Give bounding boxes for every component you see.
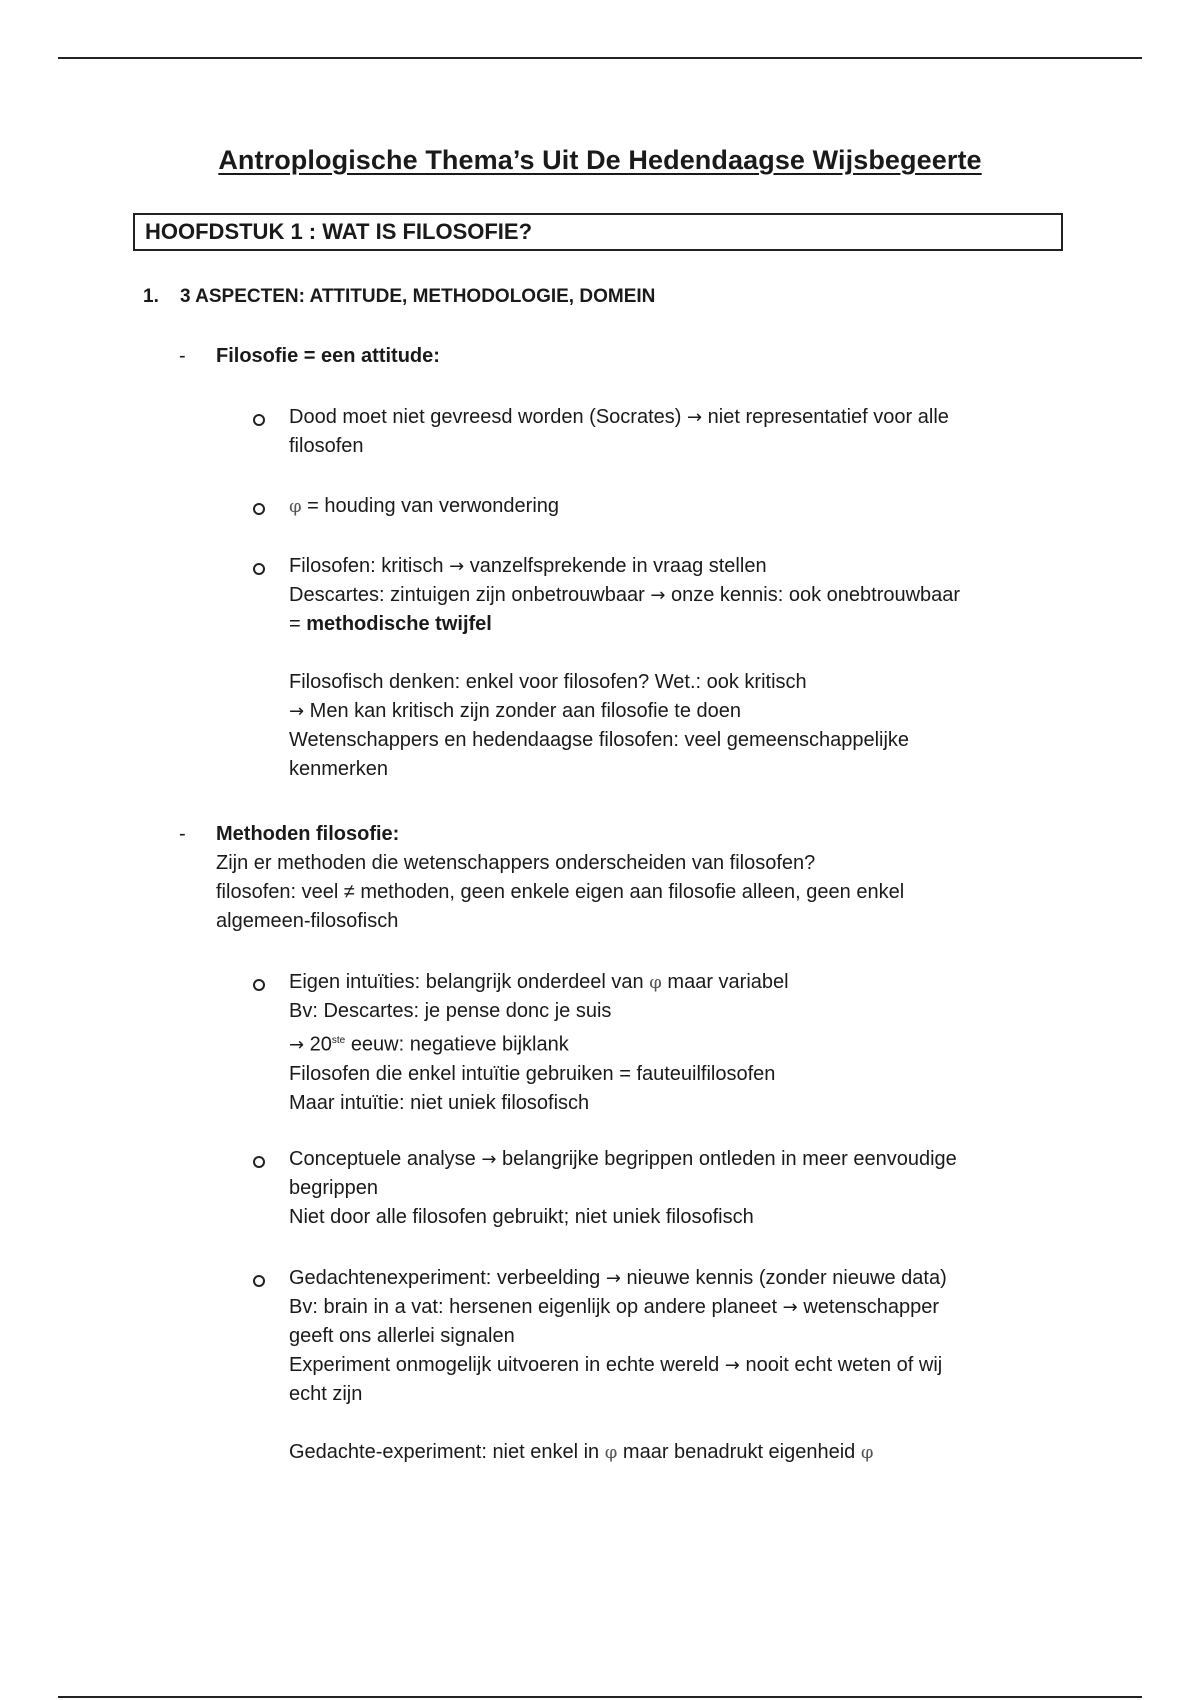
text: wetenschapper bbox=[803, 1296, 939, 1318]
text: Bv: Descartes: je pense donc je suis bbox=[289, 1000, 612, 1022]
text: eeuw: negatieve bijklank bbox=[350, 1033, 569, 1056]
text: = houding van verwondering bbox=[307, 495, 560, 517]
phi-symbol: φ bbox=[604, 1442, 618, 1463]
text: niet representatief voor alle bbox=[707, 406, 949, 428]
chapter-heading: HOOFDSTUK 1 : WAT IS FILOSOFIE? bbox=[145, 219, 533, 244]
circle-bullet-icon bbox=[253, 1156, 265, 1168]
dash-marker: - bbox=[179, 345, 186, 367]
list-item-verwondering bbox=[253, 492, 1053, 521]
list-item-conceptuele-analyse bbox=[253, 1145, 1053, 1232]
text: filosofen bbox=[289, 435, 364, 457]
text: Eigen intuïties: belangrijk onderdeel van bbox=[289, 971, 644, 993]
text: echt zijn bbox=[289, 1383, 363, 1405]
arrow-right-icon: → bbox=[650, 585, 666, 606]
text: geeft ons allerlei signalen bbox=[289, 1325, 515, 1347]
text: kenmerken bbox=[289, 758, 388, 780]
text: 20 bbox=[309, 1033, 332, 1056]
bottom-rule bbox=[58, 1696, 1142, 1698]
phi-symbol: φ bbox=[649, 972, 662, 993]
text: begrippen bbox=[289, 1177, 378, 1199]
text: nieuwe kennis (zonder nieuwe data) bbox=[626, 1267, 947, 1289]
emphasis-text: methodische twijfel bbox=[306, 613, 492, 635]
phi-symbol: φ bbox=[860, 1442, 874, 1463]
text: nooit echt weten of wij bbox=[745, 1354, 943, 1376]
arrow-right-icon: → bbox=[289, 1034, 305, 1056]
text: Zijn er methoden die wetenschappers onderscheiden van filosofen? bbox=[216, 852, 816, 874]
circle-bullet-icon bbox=[253, 979, 265, 991]
list-item-kritisch bbox=[253, 552, 1053, 784]
list-item-intuities bbox=[253, 968, 1053, 1118]
text: filosofen: veel ≠ methoden, geen enkele eigen aan filosofie alleen, geen enkel bbox=[216, 881, 905, 903]
arrow-right-icon: → bbox=[605, 1268, 621, 1289]
text: belangrijke begrippen ontleden in meer eenvoudige bbox=[502, 1148, 957, 1170]
section-title: 3 ASPECTEN: ATTITUDE, METHODOLOGIE, DOMEIN bbox=[180, 286, 656, 307]
arrow-right-icon: → bbox=[724, 1355, 740, 1376]
arrow-right-icon: → bbox=[686, 407, 703, 428]
text: Gedachtenexperiment: verbeelding bbox=[289, 1267, 601, 1289]
dash-marker: - bbox=[179, 823, 186, 845]
arrow-right-icon: → bbox=[481, 1149, 497, 1170]
section-heading bbox=[143, 284, 655, 310]
text: Filosofen: kritisch bbox=[289, 555, 444, 577]
list-item-gedachtenexperiment bbox=[253, 1264, 1053, 1467]
text: maar variabel bbox=[667, 971, 789, 993]
text: onze kennis: ook onebtrouwbaar bbox=[670, 584, 961, 606]
text: Men kan kritisch zijn zonder aan filosofie te doen bbox=[309, 700, 742, 722]
document-title: Antroplogische Thema’s Uit De Hedendaagse Wijsbegeerte bbox=[218, 145, 982, 175]
circle-bullet-icon bbox=[253, 563, 265, 575]
text: = bbox=[289, 613, 301, 635]
text: Maar intuïtie: niet uniek filosofisch bbox=[289, 1091, 590, 1114]
circle-bullet-icon bbox=[253, 414, 265, 426]
text: Conceptuele analyse bbox=[289, 1148, 476, 1170]
circle-bullet-icon bbox=[253, 503, 265, 515]
text: maar benadrukt eigenheid bbox=[622, 1441, 856, 1463]
list-item-attitude bbox=[179, 342, 1059, 371]
text: Descartes: zintuigen zijn onbetrouwbaar bbox=[289, 584, 645, 606]
circle-bullet-icon bbox=[253, 1275, 265, 1287]
text: Wetenschappers en hedendaagse filosofen: veel gemeenschappelijke bbox=[289, 729, 910, 751]
text: vanzelfsprekende in vraag stellen bbox=[469, 555, 767, 577]
phi-symbol: φ bbox=[289, 496, 302, 517]
text: Gedachte-experiment: niet enkel in bbox=[289, 1441, 600, 1463]
text: Filosofen die enkel intuïtie gebruiken = fauteuilfilosofen bbox=[289, 1062, 776, 1085]
top-rule bbox=[58, 57, 1142, 59]
list-item-methods bbox=[179, 820, 1059, 936]
section-number: 1. bbox=[143, 286, 159, 307]
arrow-right-icon: → bbox=[782, 1297, 798, 1318]
methods-title: Methoden filosofie: bbox=[216, 823, 400, 845]
text: Experiment onmogelijk uitvoeren in echte wereld bbox=[289, 1354, 720, 1376]
text: Niet door alle filosofen gebruikt; niet uniek filosofisch bbox=[289, 1206, 754, 1228]
text: algemeen-filosofisch bbox=[216, 910, 399, 932]
arrow-right-icon: → bbox=[289, 701, 305, 722]
arrow-right-icon: → bbox=[449, 556, 465, 577]
superscript: ste bbox=[331, 1035, 346, 1046]
text: Bv: brain in a vat: hersenen eigenlijk op andere planeet bbox=[289, 1296, 778, 1318]
text: Filosofisch denken: enkel voor filosofen? Wet.: ook kritisch bbox=[289, 671, 807, 693]
list-item-socrates bbox=[253, 403, 1053, 461]
attitude-title: Filosofie = een attitude: bbox=[216, 345, 440, 367]
chapter-heading-box bbox=[133, 213, 1063, 251]
text: Dood moet niet gevreesd worden (Socrates) bbox=[289, 406, 682, 428]
